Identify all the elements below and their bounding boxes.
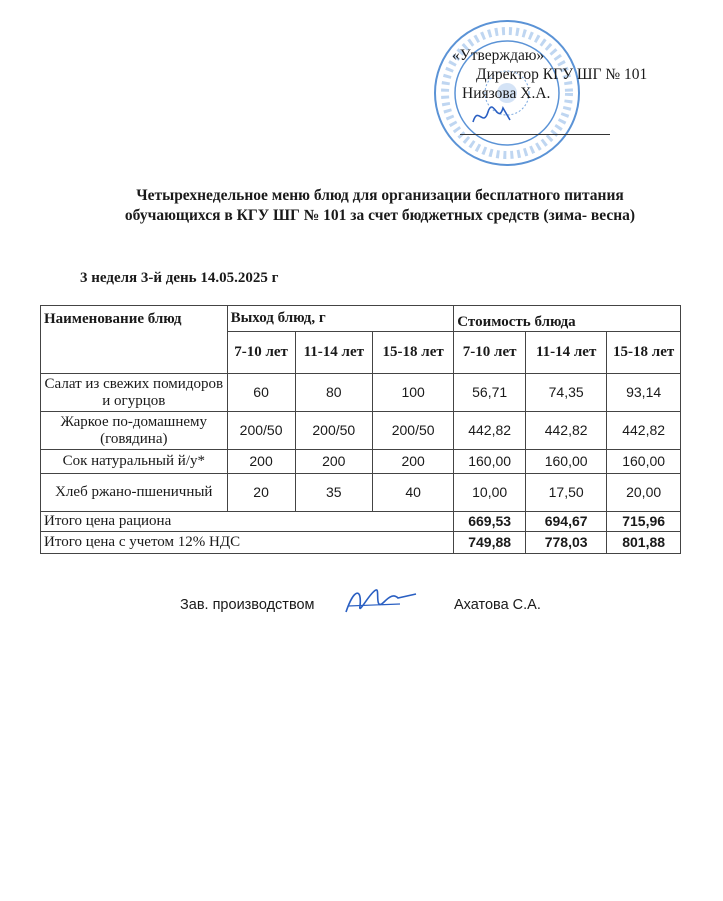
output-11-14: 80 bbox=[295, 374, 372, 412]
dish-name: Сок натуральный й/у* bbox=[41, 450, 228, 474]
header-age-7-10: 7-10 лет bbox=[227, 332, 295, 374]
table-row bbox=[41, 450, 681, 474]
table-row bbox=[41, 374, 681, 412]
cost-15-18: 160,00 bbox=[607, 450, 681, 474]
output-7-10: 60 bbox=[227, 374, 295, 412]
output-11-14: 200 bbox=[295, 450, 372, 474]
table-row bbox=[41, 412, 681, 450]
production-head-signature bbox=[340, 582, 420, 622]
total-7-10: 669,53 bbox=[454, 512, 526, 532]
vat-total-15-18: 801,88 bbox=[607, 532, 681, 554]
header-cost-15-18: 15-18 лет bbox=[607, 332, 681, 374]
footer-name: Ахатова С.А. bbox=[454, 597, 541, 613]
dish-name: Жаркое по-домашнему (говядина) bbox=[41, 412, 228, 450]
header-age-11-14: 11-14 лет bbox=[295, 332, 372, 374]
output-11-14: 35 bbox=[295, 474, 372, 512]
director-signature bbox=[468, 100, 518, 130]
dish-name: Салат из свежих помидоров и огурцов bbox=[41, 374, 228, 412]
footer-role: Зав. производством bbox=[180, 597, 315, 613]
header-output: Выход блюд, г bbox=[227, 306, 454, 332]
title-line-2: обучающихся в КГУ ШГ № 101 за счет бюджетных средств (зима- весна) bbox=[124, 207, 636, 224]
cost-11-14: 17,50 bbox=[526, 474, 607, 512]
output-15-18: 40 bbox=[373, 474, 454, 512]
approval-signature-line bbox=[460, 134, 610, 135]
output-15-18: 200/50 bbox=[373, 412, 454, 450]
total-15-18: 715,96 bbox=[607, 512, 681, 532]
cost-7-10: 10,00 bbox=[454, 474, 526, 512]
header-cost-7-10: 7-10 лет bbox=[454, 332, 526, 374]
dish-name: Хлеб ржано-пшеничный bbox=[41, 474, 228, 512]
approval-director: Ниязова Х.А. bbox=[462, 85, 551, 102]
cost-11-14: 442,82 bbox=[526, 412, 607, 450]
output-15-18: 100 bbox=[373, 374, 454, 412]
title-line-1: Четырехнедельное меню блюд для организации бесплатного питания bbox=[136, 187, 624, 204]
header-cost: Стоимость блюда bbox=[454, 306, 681, 332]
output-7-10: 200/50 bbox=[227, 412, 295, 450]
total-label: Итого цена рациона bbox=[41, 512, 454, 532]
cost-15-18: 20,00 bbox=[607, 474, 681, 512]
vat-total-row bbox=[41, 532, 681, 554]
approval-title: «Утверждаю» bbox=[452, 47, 545, 64]
output-7-10: 200 bbox=[227, 450, 295, 474]
cost-11-14: 160,00 bbox=[526, 450, 607, 474]
cost-7-10: 160,00 bbox=[454, 450, 526, 474]
menu-table bbox=[40, 305, 681, 554]
vat-total-11-14: 778,03 bbox=[526, 532, 607, 554]
output-11-14: 200/50 bbox=[295, 412, 372, 450]
cost-15-18: 93,14 bbox=[607, 374, 681, 412]
total-row bbox=[41, 512, 681, 532]
output-7-10: 20 bbox=[227, 474, 295, 512]
vat-total-label: Итого цена с учетом 12% НДС bbox=[41, 532, 454, 554]
header-age-15-18: 15-18 лет bbox=[373, 332, 454, 374]
total-11-14: 694,67 bbox=[526, 512, 607, 532]
cost-7-10: 56,71 bbox=[454, 374, 526, 412]
header-dish-name: Наименование блюд bbox=[41, 306, 228, 374]
document-title bbox=[60, 186, 700, 226]
vat-total-7-10: 749,88 bbox=[454, 532, 526, 554]
table-row bbox=[41, 474, 681, 512]
cost-7-10: 442,82 bbox=[454, 412, 526, 450]
cost-15-18: 442,82 bbox=[607, 412, 681, 450]
day-label: 3 неделя 3-й день 14.05.2025 г bbox=[80, 270, 279, 286]
cost-11-14: 74,35 bbox=[526, 374, 607, 412]
approval-position: Директор КГУ ШГ № 101 bbox=[476, 66, 648, 83]
header-cost-11-14: 11-14 лет bbox=[526, 332, 607, 374]
approval-block bbox=[452, 46, 647, 103]
output-15-18: 200 bbox=[373, 450, 454, 474]
